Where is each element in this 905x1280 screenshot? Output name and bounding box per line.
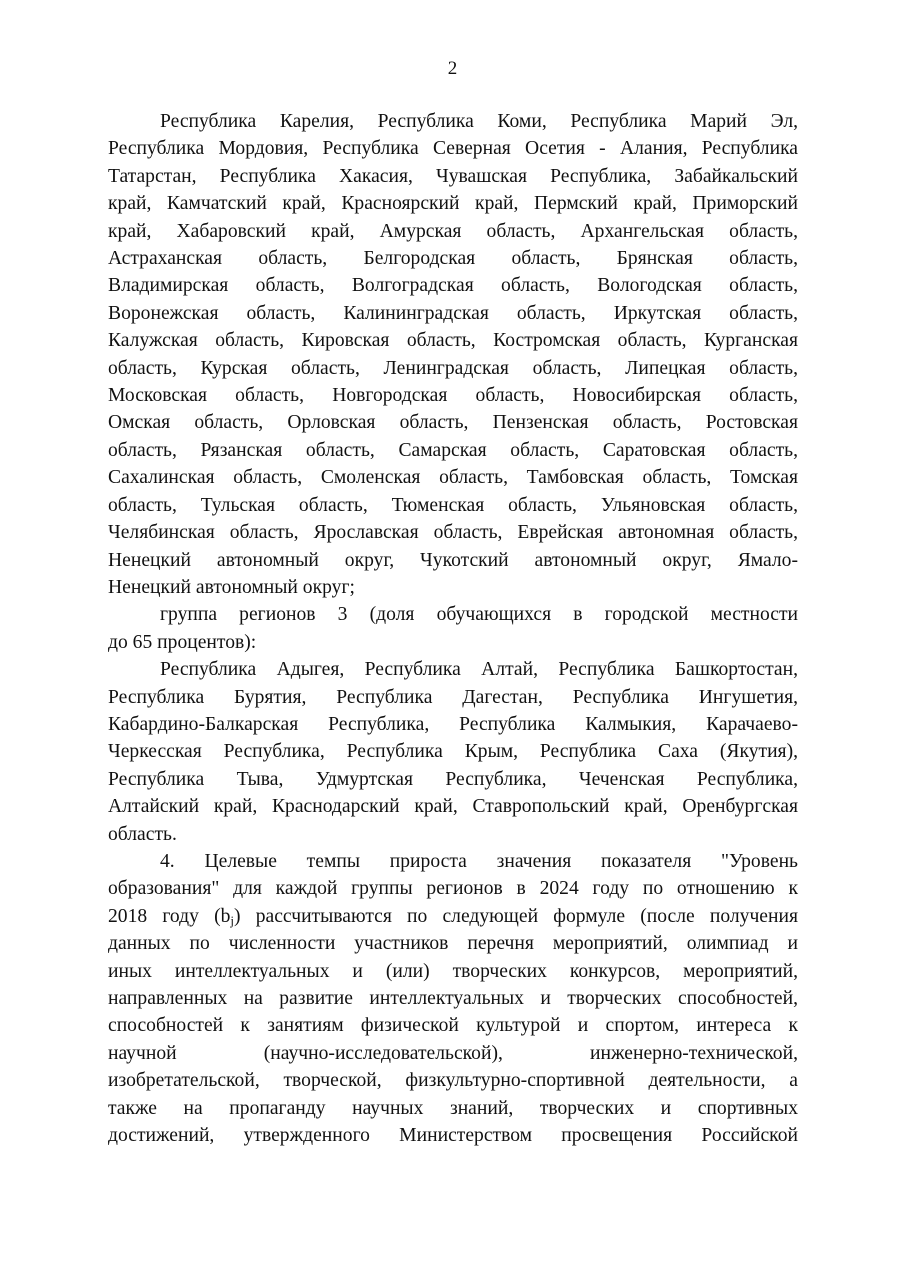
text-line: Омская область, Орловская область, Пензенская область, Ростовская (108, 412, 798, 434)
text-line: Калужская область, Кировская область, Костромская область, Курганская (108, 330, 798, 352)
text-line: до 65 процентов): (108, 631, 257, 653)
text-line: изобретательской, творческой, физкультурно-спортивной деятельности, а (108, 1070, 798, 1092)
text-line: Республика Мордовия, Республика Северная Осетия - Алания, Республика (108, 138, 798, 160)
text-line: край, Хабаровский край, Амурская область, Архангельская область, (108, 220, 798, 242)
text-line: область, Курская область, Ленинградская область, Липецкая область, (108, 357, 798, 379)
text-line: Владимирская область, Волгоградская область, Вологодская область, (108, 275, 798, 297)
text-line: Кабардино-Балкарская Республика, Республика Калмыкия, Карачаево- (108, 713, 798, 735)
text-line: научной (научно-исследовательской), инженерно-технической, (108, 1042, 798, 1064)
text-line: Алтайский край, Краснодарский край, Ставропольский край, Оренбургская (108, 796, 798, 818)
text-line: Сахалинская область, Смоленская область, Тамбовская область, Томская (108, 467, 798, 489)
paragraph-item4 (108, 848, 798, 1149)
text-line: Московская область, Новгородская область, Новосибирская область, (108, 385, 798, 407)
text-line: Ненецкий автономный округ, Чукотский автономный округ, Ямало- (108, 549, 798, 571)
text-line: Астраханская область, Белгородская область, Брянская область, (108, 248, 798, 270)
text-line: край, Камчатский край, Красноярский край, Пермский край, Приморский (108, 193, 798, 215)
text-line: группа регионов 3 (доля обучающихся в городской местности (160, 604, 798, 626)
text-line: также на пропаганду научных знаний, творческих и спортивных (108, 1097, 798, 1119)
paragraph-group3-heading (108, 601, 798, 656)
formula-subscript: j (230, 912, 235, 928)
text-line: образования" для каждой группы регионов в 2024 году по отношению к (108, 878, 798, 900)
text-line: иных интеллектуальных и (или) творческих конкурсов, мероприятий, (108, 960, 798, 982)
text-line: 4. Целевые темпы прироста значения показателя "Уровень (160, 850, 798, 872)
text-line: область, Тульская область, Тюменская область, Ульяновская область, (108, 494, 798, 516)
page-number: 2 (447, 58, 458, 79)
formula-line (108, 903, 798, 930)
text-line: область. (108, 823, 177, 845)
text-line: Черкесская Республика, Республика Крым, Республика Саха (Якутия), (108, 741, 798, 763)
text-line: Ненецкий автономный округ; (108, 576, 355, 598)
text-line: Республика Тыва, Удмуртская Республика, Чеченская Республика, (108, 768, 798, 790)
text-line: Республика Карелия, Республика Коми, Республика Марий Эл, (160, 111, 798, 132)
text-line: способностей к занятиям физической культурой и спортом, интереса к (108, 1015, 798, 1037)
text-line: направленных на развитие интеллектуальных и творческих способностей, (108, 988, 798, 1009)
formula-prefix: 2018 году (b (108, 905, 231, 927)
text-line: область, Рязанская область, Самарская область, Саратовская область, (108, 439, 798, 461)
document-body (108, 108, 798, 1149)
formula-suffix: ) рассчитываются по следующей формуле (после получения (234, 905, 798, 927)
text-line: Республика Адыгея, Республика Алтай, Республика Башкортостан, (160, 659, 798, 681)
text-line: данных по численности участников перечня мероприятий, олимпиад и (108, 933, 798, 955)
paragraph-group3-regions (108, 656, 798, 848)
text-line: Татарстан, Республика Хакасия, Чувашская Республика, Забайкальский (108, 165, 798, 187)
text-line: достижений, утвержденного Министерством просвещения Российской (108, 1125, 798, 1147)
text-line: Республика Бурятия, Республика Дагестан, Республика Ингушетия, (108, 686, 798, 708)
text-line: Воронежская область, Калининградская область, Иркутская область, (108, 302, 798, 324)
paragraph-group2-regions (108, 108, 798, 601)
text-line: Челябинская область, Ярославская область, Еврейская автономная область, (108, 522, 798, 544)
